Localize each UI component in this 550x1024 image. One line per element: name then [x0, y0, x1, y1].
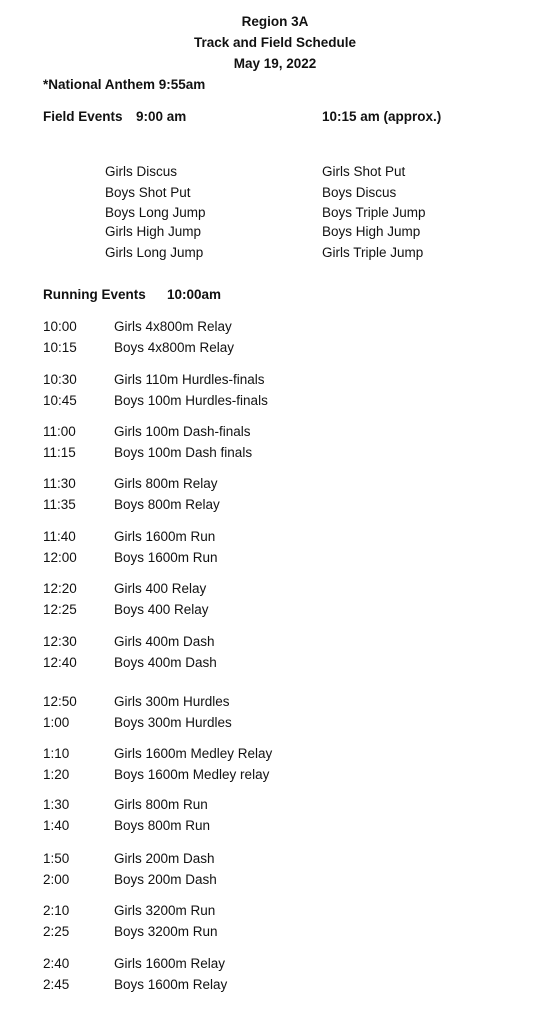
running-events-time: 10:00am	[167, 287, 222, 302]
schedule-time: 12:25	[43, 602, 77, 617]
field-event-item: Boys Long Jump	[105, 205, 206, 220]
field-event-item: Boys Shot Put	[105, 185, 191, 200]
schedule-event: Girls 200m Dash	[114, 851, 215, 866]
schedule-time: 12:50	[43, 694, 77, 709]
schedule-event: Boys 4x800m Relay	[114, 340, 235, 355]
schedule-time: 10:00	[43, 319, 77, 334]
schedule-event: Boys 3200m Run	[114, 924, 218, 939]
schedule-time: 1:30	[43, 797, 70, 812]
field-event-item: Boys Triple Jump	[322, 205, 426, 220]
schedule-time: 12:00	[43, 550, 77, 565]
field-event-item: Girls High Jump	[105, 224, 202, 239]
schedule-time: 12:40	[43, 655, 77, 670]
schedule-time: 2:40	[43, 956, 70, 971]
schedule-event: Boys 200m Dash	[114, 872, 217, 887]
schedule-time: 1:50	[43, 851, 70, 866]
title-date: May 19, 2022	[233, 56, 317, 71]
schedule-event: Girls 110m Hurdles-finals	[114, 372, 265, 387]
schedule-event: Boys 100m Dash finals	[114, 445, 253, 460]
schedule-time: 11:00	[43, 424, 76, 439]
schedule-time: 10:45	[43, 393, 77, 408]
schedule-time: 10:30	[43, 372, 77, 387]
field-event-item: Girls Discus	[105, 164, 178, 179]
schedule-event: Girls 1600m Relay	[114, 956, 226, 971]
schedule-time: 11:15	[43, 445, 76, 460]
field-event-item: Girls Long Jump	[105, 245, 204, 260]
schedule-event: Boys 1600m Run	[114, 550, 218, 565]
schedule-event: Boys 400 Relay	[114, 602, 209, 617]
schedule-time: 12:30	[43, 634, 77, 649]
schedule-event: Boys 1600m Medley relay	[114, 767, 270, 782]
schedule-time: 11:30	[43, 476, 76, 491]
schedule-event: Boys 300m Hurdles	[114, 715, 232, 730]
schedule-event: Girls 3200m Run	[114, 903, 216, 918]
schedule-event: Boys 800m Relay	[114, 497, 220, 512]
field-event-item: Boys High Jump	[322, 224, 421, 239]
title-region: Region 3A	[241, 14, 309, 29]
anthem-note: *National Anthem 9:55am	[43, 77, 206, 92]
schedule-event: Boys 400m Dash	[114, 655, 217, 670]
schedule-time: 2:45	[43, 977, 70, 992]
field-events-time1: 9:00 am	[136, 109, 187, 124]
field-event-item: Girls Triple Jump	[322, 245, 424, 260]
schedule-event: Girls 4x800m Relay	[114, 319, 232, 334]
schedule-time: 11:35	[43, 497, 76, 512]
schedule-event: Girls 300m Hurdles	[114, 694, 230, 709]
schedule-time: 1:20	[43, 767, 70, 782]
schedule-event: Boys 1600m Relay	[114, 977, 228, 992]
schedule-time: 2:10	[43, 903, 70, 918]
schedule-time: 1:40	[43, 818, 70, 833]
field-event-item: Girls Shot Put	[322, 164, 406, 179]
field-events-time2: 10:15 am (approx.)	[322, 109, 442, 124]
title-schedule: Track and Field Schedule	[193, 35, 357, 50]
schedule-event: Girls 400m Dash	[114, 634, 215, 649]
running-events-label: Running Events	[43, 287, 146, 302]
field-event-item: Boys Discus	[322, 185, 397, 200]
schedule-event: Girls 100m Dash-finals	[114, 424, 251, 439]
schedule-event: Boys 800m Run	[114, 818, 211, 833]
schedule-event: Girls 400 Relay	[114, 581, 207, 596]
schedule-event: Girls 800m Run	[114, 797, 208, 812]
schedule-time: 12:20	[43, 581, 77, 596]
schedule-time: 2:00	[43, 872, 70, 887]
schedule-event: Girls 1600m Medley Relay	[114, 746, 273, 761]
schedule-time: 10:15	[43, 340, 77, 355]
schedule-time: 1:00	[43, 715, 70, 730]
schedule-time: 2:25	[43, 924, 70, 939]
schedule-time: 11:40	[43, 529, 76, 544]
schedule-event: Girls 1600m Run	[114, 529, 216, 544]
schedule-time: 1:10	[43, 746, 70, 761]
schedule-event: Boys 100m Hurdles-finals	[114, 393, 268, 408]
schedule-event: Girls 800m Relay	[114, 476, 218, 491]
field-events-label: Field Events	[43, 109, 123, 124]
